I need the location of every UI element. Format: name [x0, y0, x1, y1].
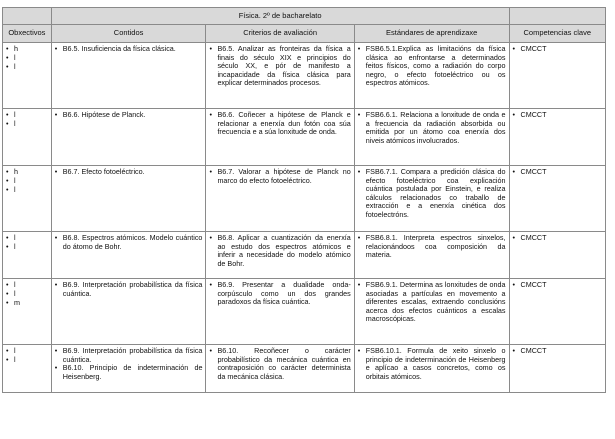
contents-cell	[51, 166, 206, 232]
criteria-cell	[206, 232, 354, 279]
standard-item: • FSB6.7.1. Compara a predición clásica do efecto fotoeléctrico coa explicación cuántica postulada por Einstein, e realiza cálculos relacionados co traballo de extracción e a enerxía cinética dos fotoelectróns.	[358, 168, 506, 220]
header-criteria: Criterios de avaliación	[206, 25, 354, 43]
objectives-cell	[3, 43, 52, 109]
criteria-cell	[206, 43, 354, 109]
competence-item: • CMCCT	[513, 234, 602, 243]
competences-cell	[509, 345, 605, 393]
criterion-item: • B6.8. Aplicar a cuantización da enerxía ao estudo dos espectros atómicos e inferir a necesidade do modelo atómico de Bohr.	[209, 234, 350, 268]
criteria-cell	[206, 166, 354, 232]
objective-item: • l	[6, 243, 48, 252]
objective-item: • l	[6, 177, 48, 186]
content-item: • B6.5. Insuficiencia da física clásica.	[55, 45, 203, 54]
standards-cell	[354, 279, 509, 345]
objective-item: • h	[6, 45, 48, 54]
competence-item: • CMCCT	[513, 347, 602, 356]
criterion-item: • B6.6. Coñecer a hipótese de Planck e relacionar a enerxía dun fotón coa súa frecuencia e a súa lonxitude de onda.	[209, 111, 350, 137]
table-corner	[509, 8, 605, 25]
objective-item: • l	[6, 111, 48, 120]
objective-item: • l	[6, 356, 48, 365]
standards-cell	[354, 232, 509, 279]
objectives-cell	[3, 166, 52, 232]
objective-item: • h	[6, 168, 48, 177]
criterion-item: • B6.9. Presentar a dualidade onda-corpúsculo como un dos grandes paradoxos da física cuántica.	[209, 281, 350, 307]
header-competences: Competencias clave	[509, 25, 605, 43]
standards-cell	[354, 109, 509, 166]
objective-item: • l	[6, 234, 48, 243]
standard-item: • FSB6.5.1.Explica as limitacións da física clásica ao enfrontarse a determinados feitos físicos, como a radiación do corpo negro, o efecto fotoeléctrico ou os espectros atómicos.	[358, 45, 506, 88]
contents-cell	[51, 279, 206, 345]
standard-item: • FSB6.6.1. Relaciona a lonxitude de onda e a frecuencia da radiación absorbida ou emitida por un átomo coa enerxía dos niveis atómicos involucrados.	[358, 111, 506, 145]
competences-cell	[509, 166, 605, 232]
objectives-cell	[3, 279, 52, 345]
objectives-cell	[3, 109, 52, 166]
table-row	[3, 109, 606, 166]
objectives-cell	[3, 345, 52, 393]
table-row	[3, 279, 606, 345]
competence-item: • CMCCT	[513, 45, 602, 54]
objective-item: • l	[6, 281, 48, 290]
content-item: • B6.6. Hipótese de Planck.	[55, 111, 203, 120]
competence-item: • CMCCT	[513, 111, 602, 120]
standards-cell	[354, 166, 509, 232]
contents-cell	[51, 345, 206, 393]
table-row	[3, 232, 606, 279]
content-item: • B6.7. Efecto fotoeléctrico.	[55, 168, 203, 177]
standards-cell	[354, 43, 509, 109]
criteria-cell	[206, 109, 354, 166]
criteria-cell	[206, 279, 354, 345]
criteria-cell	[206, 345, 354, 393]
content-item: • B6.9. Interpretación probabilística da física cuántica.	[55, 281, 203, 298]
contents-cell	[51, 43, 206, 109]
competences-cell	[509, 279, 605, 345]
table-row	[3, 345, 606, 393]
objective-item: • l	[6, 347, 48, 356]
content-item: • B6.10. Principio de indeterminación de Heisenberg.	[55, 364, 203, 381]
competence-item: • CMCCT	[513, 168, 602, 177]
objective-item: • m	[6, 299, 48, 308]
table-row	[3, 43, 606, 109]
header-standards: Estándares de aprendizaxe	[354, 25, 509, 43]
competences-cell	[509, 109, 605, 166]
competences-cell	[509, 43, 605, 109]
objective-item: • l	[6, 63, 48, 72]
objectives-cell	[3, 232, 52, 279]
standard-item: • FSB6.10.1. Formula de xeito sinxelo o principio de indeterminación de Heisenberg e aplícao a casos concretos, como os orbitais atómicos.	[358, 347, 506, 381]
curriculum-table	[2, 7, 606, 393]
table-row	[3, 166, 606, 232]
competences-cell	[509, 232, 605, 279]
objective-item: • l	[6, 290, 48, 299]
standard-item: • FSB6.9.1. Determina as lonxitudes de onda asociadas a partículas en movemento a diferentes escalas, extraendo conclusións acerca dos efectos cuánticos a escalas macroscópicas.	[358, 281, 506, 324]
competence-item: • CMCCT	[513, 281, 602, 290]
objective-item: • l	[6, 54, 48, 63]
header-contents: Contidos	[51, 25, 206, 43]
header-objectives: Obxectivos	[3, 25, 52, 43]
standards-cell	[354, 345, 509, 393]
criterion-item: • B6.7. Valorar a hipótese de Planck no marco do efecto fotoeléctrico.	[209, 168, 350, 185]
content-item: • B6.8. Espectros atómicos. Modelo cuántico do átomo de Bohr.	[55, 234, 203, 251]
contents-cell	[51, 109, 206, 166]
objective-item: • l	[6, 120, 48, 129]
table-title: Física. 2º de bacharelato	[51, 8, 509, 25]
content-item: • B6.9. Interpretación probabilística da física cuántica.	[55, 347, 203, 364]
table-corner	[3, 8, 52, 25]
criterion-item: • B6.10. Recoñecer o carácter probabilístico da mecánica cuántica en contraposición co carácter determinista da mecánica clásica.	[209, 347, 350, 381]
contents-cell	[51, 232, 206, 279]
standard-item: • FSB6.8.1. Interpreta espectros sinxelos, relacionándoos coa composición da materia.	[358, 234, 506, 260]
criterion-item: • B6.5. Analizar as fronteiras da física a finais do século XIX e principios do século XX, e pór de manifesto a incapacidade da física clásica para explicar determinados procesos.	[209, 45, 350, 88]
objective-item: • l	[6, 186, 48, 195]
